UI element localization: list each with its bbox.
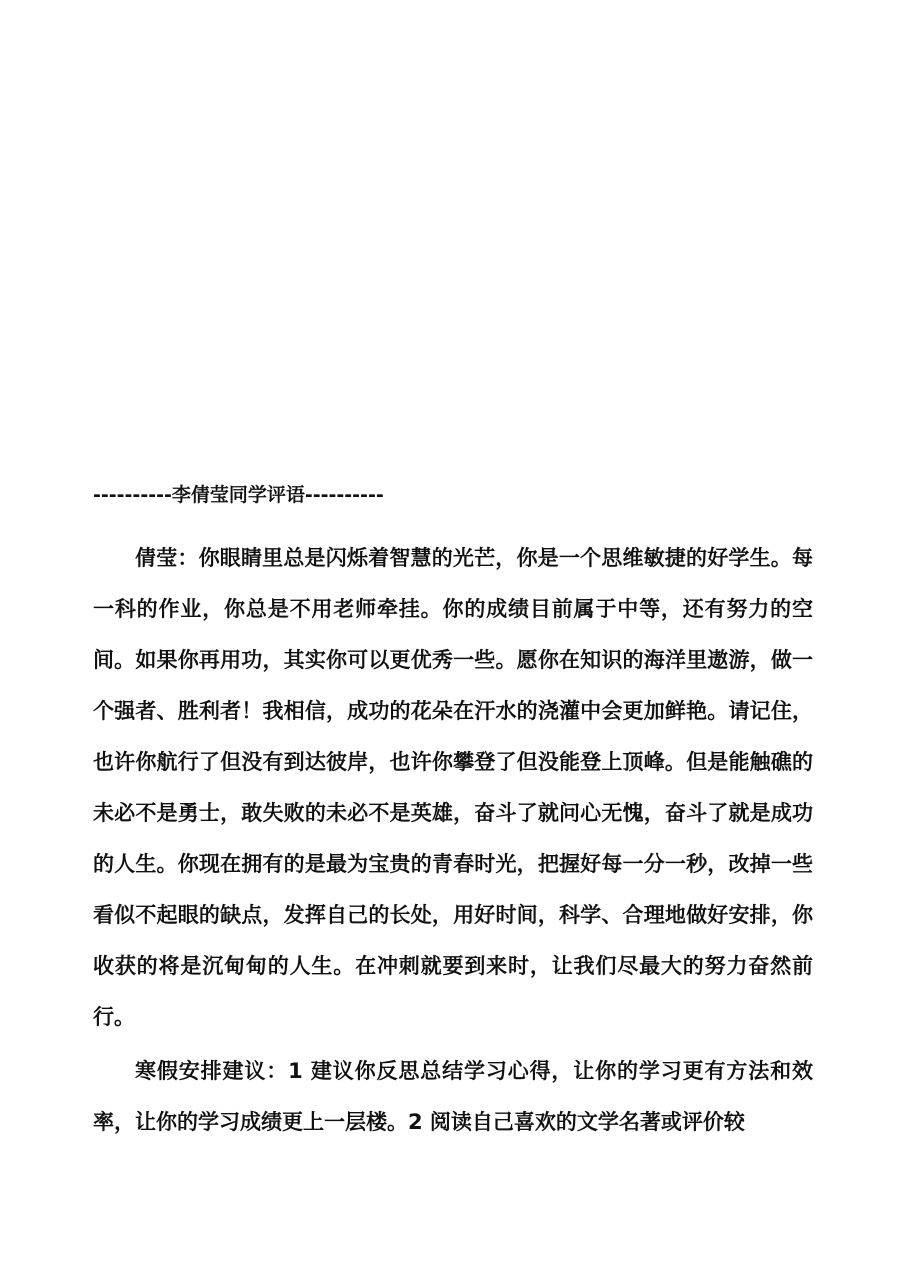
teacher-comment-paragraph: 倩莹：你眼睛里总是闪烁着智慧的光芒，你是一个思维敏捷的好学生。每一科的作业，你总是不用老师牵挂。你的成绩目前属于中等，还有努力的空间。如果你再用功，其实你可以更优秀一些。愿你在知识的海洋里遨游，做一个强者、胜利者！我相信，成功的花朵在汗水的浇灌中会更加鲜艳。请记住，也许你航行了但没有到达彼岸，也许你攀登了但没能登上顶峰。但是能触礁的未必不是勇士，敢失败的未必不是英雄，奋斗了就问心无愧，奋斗了就是成功的人生。你现在拥有的是最为宝贵的青春时光，把握好每一分一秒，改掉一些看似不起眼的缺点，发挥自己的长处，用好时间，科学、合理地做好安排，你收获的将是沉甸甸的人生。在冲刺就要到来时，让我们尽最大的努力奋然前行。 xyxy=(93,546,813,1029)
document-body xyxy=(93,478,813,1148)
winter-break-suggestion-paragraph: 寒假安排建议：1 建议你反思总结学习心得，让你的学习更有方法和效率，让你的学习成绩更上一层楼。2 阅读自己喜欢的文学名著或评价较 xyxy=(93,1059,813,1134)
comment-heading: ----------李倩莹同学评语---------- xyxy=(93,484,384,506)
